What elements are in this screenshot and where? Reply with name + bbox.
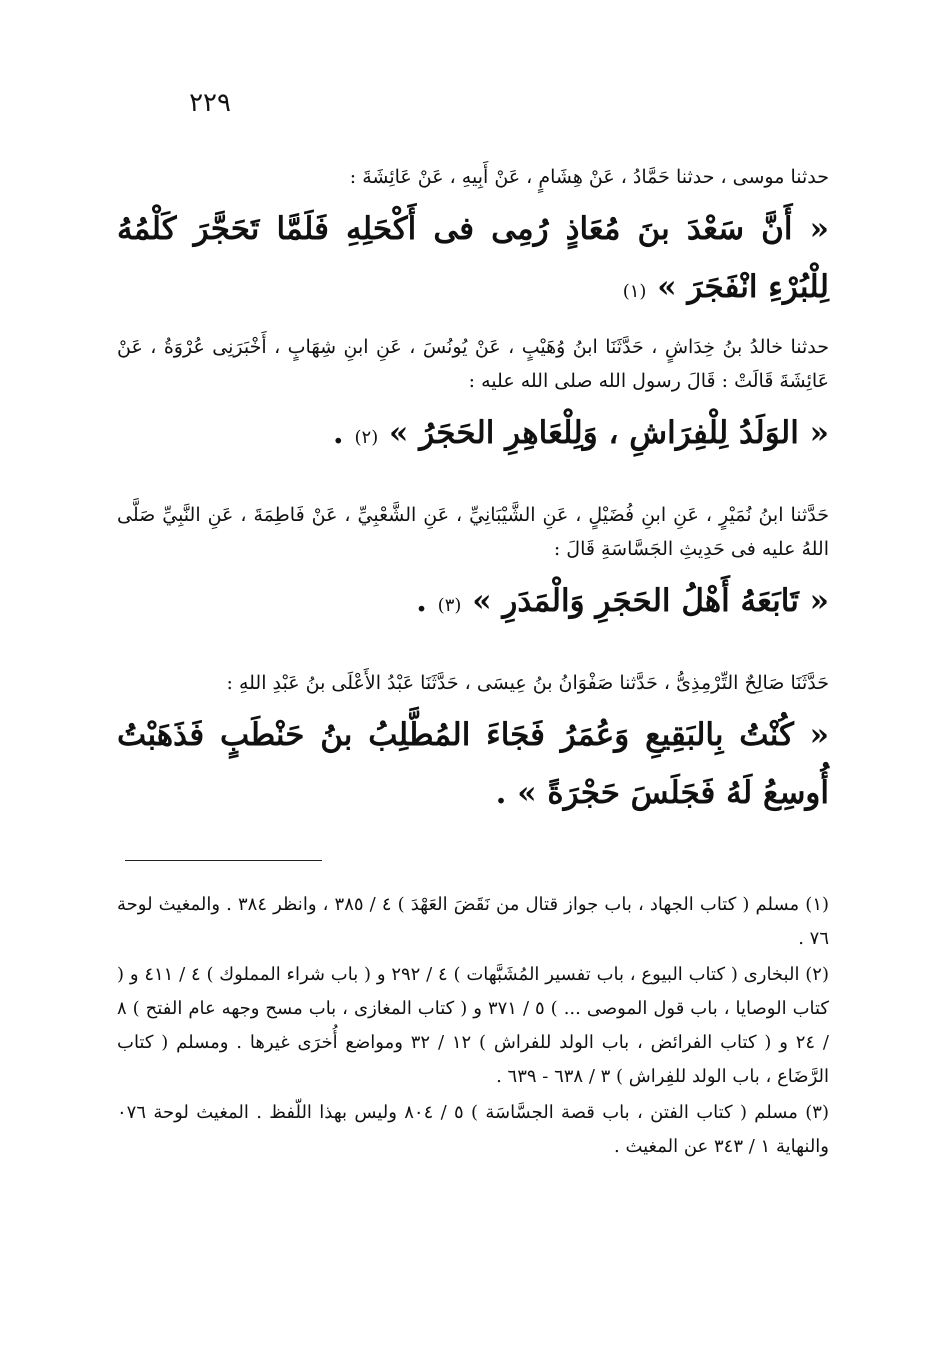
hadith-2-matn-text: « الوَلَدُ لِلْفِرَاشِ ، وَلِلْعَاهِرِ الحَجَرُ » (389, 415, 829, 451)
hadith-1 (117, 160, 829, 321)
footnote-divider (125, 860, 322, 861)
hadith-2-isnad: حدثنا خالدُ بنُ خِدَاشٍ ، حَدَّثَنَا ابنُ وُهَيْبٍ ، عَنْ يُونُسَ ، عَنِ ابنِ شِهَابٍ ، أَخْبَرَنِى عُرْوَةُ ، عَنْ عَائِشَةَ قَالَتْ : قَالَ رسول الله صلى الله عليه : (117, 336, 829, 392)
hadith-2 (117, 330, 829, 467)
footnote-ref-3: (٣) (437, 595, 462, 616)
footnote-ref-2: (٢) (354, 427, 379, 448)
hadith-3 (117, 498, 829, 635)
hadith-2-end: . (332, 415, 355, 451)
hadith-4-matn-text: « كُنْتُ بِالبَقِيعِ وَعُمَرُ فَجَاءَ المُطَّلِبُ بنُ حَنْطَبٍ فَذَهَبْتُ أُوسِعُ لَهُ فَجَلَسَ حَجْرَةً » . (117, 717, 829, 811)
footnotes (117, 888, 829, 1166)
page-number: ٢٢٩ (189, 88, 231, 118)
hadith-4-matn (117, 706, 829, 822)
hadith-2-matn (117, 404, 829, 467)
hadith-1-matn-text: « أَنَّ سَعْدَ بنَ مُعَاذٍ رُمِى فى أَكْحَلِهِ فَلَمَّا تَحَجَّرَ كَلْمُهُ لِلْبُرْءِ انْفَجَرَ » (117, 211, 829, 305)
hadith-3-matn (117, 572, 829, 635)
footnote-3: (٣) مسلم ( كتاب الفتن ، باب قصة الجسَّاسَة ) ٥ / ٨٠٤ وليس بهذا اللّفظ . المغيث لوحة ٠٧٦ والنهاية ١ / ٣٤٣ عن المغيث . (117, 1102, 829, 1157)
footnote-ref-1: (١) (622, 281, 647, 302)
hadith-1-isnad: حدثنا موسى ، حدثنا حَمَّادُ ، عَنْ هِشَامٍ ، عَنْ أَبِيهِ ، عَنْ عَائِشَةَ : (349, 166, 829, 188)
footnote-1: (١) مسلم ( كتاب الجهاد ، باب جواز قتال من نَقَضَ العَهْدَ ) ٤ / ٣٨٥ ، وانظر ٣٨٤ . والمغيث لوحة ٧٦ . (117, 894, 830, 949)
hadith-1-matn (117, 200, 829, 321)
hadith-4-isnad: حَدَّثَنَا صَالِحٌ التِّرْمِذِىُّ ، حَدَّثنا صَفْوَانُ بنُ عِيسَى ، حَدَّثَنَا عَبْدُ الأَعْلَى بنُ عَبْدِ اللهِ : (226, 672, 829, 694)
hadith-4 (117, 666, 829, 822)
footnote-2: (٢) البخارى ( كتاب البيوع ، باب تفسير المُشَبَّهات ) ٤ / ٢٩٢ و ( باب شراء المملوك ) ٤ / ٤١١ و ( كتاب الوصايا ، باب قول الموصى ... ) ٥ / ٣٧١ و ( كتاب المغازى ، باب مسح وجهه عام الفتح ) ٨ / ٢٤ و ( كتاب الفرائض ، باب الولد للفراش ) ١٢ / ٣٢ ومواضع أُخرَى غيرها . ومسلم ( كتاب الرَّضَاع ، باب الولد للفِراش ) ٣ / ٦٣٨ - ٦٣٩ . (117, 964, 829, 1087)
hadith-3-isnad: حَدَّثنا ابنُ نُمَيْرٍ ، عَنِ ابنِ فُضَيْلٍ ، عَنِ الشَّيْبَانِيِّ ، عَنِ الشَّعْبِيِّ ، عَنْ فَاطِمَةَ ، عَنِ النَّبِيِّ صَلَّى اللهُ عليه فى حَدِيثِ الجَسَّاسَةِ قَالَ : (117, 504, 829, 560)
hadith-3-matn-text: « تَابَعَهُ أَهْلُ الحَجَرِ وَالْمَدَرِ » (472, 583, 829, 619)
hadith-3-end: . (416, 583, 438, 619)
